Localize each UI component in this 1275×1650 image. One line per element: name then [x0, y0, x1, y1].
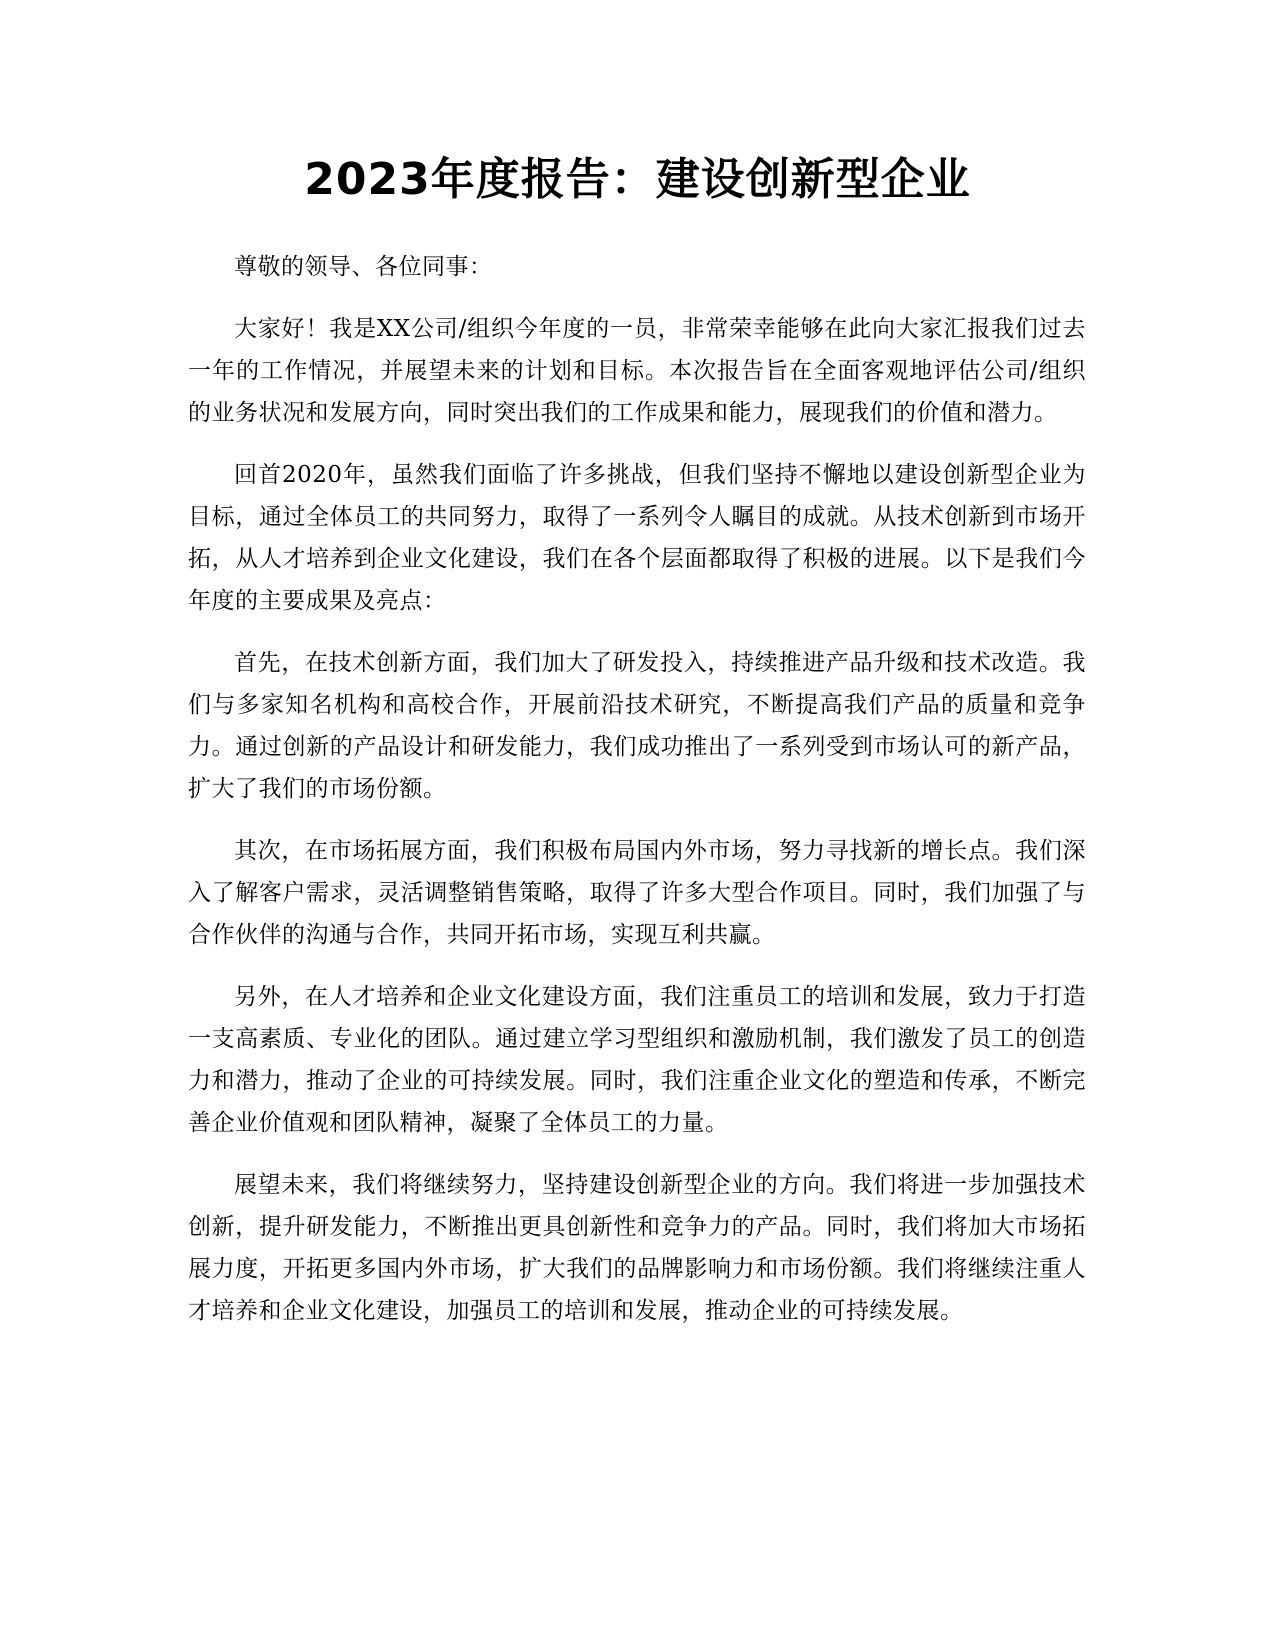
market-expansion-paragraph: 其次，在市场拓展方面，我们积极布局国内外市场，努力寻找新的增长点。我们深入了解客户需求，灵活调整销售策略，取得了许多大型合作项目。同时，我们加强了与合作伙伴的沟通与合作，共同开拓市场，实现互利共赢。	[188, 838, 1086, 948]
salutation-paragraph: 尊敬的领导、各位同事：	[234, 254, 493, 280]
document-body	[188, 246, 1086, 1352]
review-paragraph: 回首2020年，虽然我们面临了许多挑战，但我们坚持不懈地以建设创新型企业为目标，通过全体员工的共同努力，取得了一系列令人瞩目的成就。从技术创新到市场开拓，从人才培养到企业文化建设，我们在各个层面都取得了积极的进展。以下是我们今年度的主要成果及亮点：	[188, 462, 1086, 614]
talent-culture-paragraph: 另外，在人才培养和企业文化建设方面，我们注重员工的培训和发展，致力于打造一支高素质、专业化的团队。通过建立学习型组织和激励机制，我们激发了员工的创造力和潜力，推动了企业的可持续发展。同时，我们注重企业文化的塑造和传承，不断完善企业价值观和团队精神，凝聚了全体员工的力量。	[188, 984, 1086, 1136]
tech-innovation-paragraph: 首先，在技术创新方面，我们加大了研发投入，持续推进产品升级和技术改造。我们与多家知名机构和高校合作，开展前沿技术研究，不断提高我们产品的质量和竞争力。通过创新的产品设计和研发能力，我们成功推出了一系列受到市场认可的新产品，扩大了我们的市场份额。	[188, 650, 1086, 802]
page-title: 2023年度报告：建设创新型企业	[304, 154, 971, 205]
intro-paragraph: 大家好！我是XX公司/组织今年度的一员，非常荣幸能够在此向大家汇报我们过去一年的工作情况，并展望未来的计划和目标。本次报告旨在全面客观地评估公司/组织的业务状况和发展方向，同时突出我们的工作成果和能力，展现我们的价值和潜力。	[188, 316, 1086, 426]
outlook-paragraph: 展望未来，我们将继续努力，坚持建设创新型企业的方向。我们将进一步加强技术创新，提升研发能力，不断推出更具创新性和竞争力的产品。同时，我们将加大市场拓展力度，开拓更多国内外市场，扩大我们的品牌影响力和市场份额。我们将继续注重人才培养和企业文化建设，加强员工的培训和发展，推动企业的可持续发展。	[188, 1172, 1086, 1324]
